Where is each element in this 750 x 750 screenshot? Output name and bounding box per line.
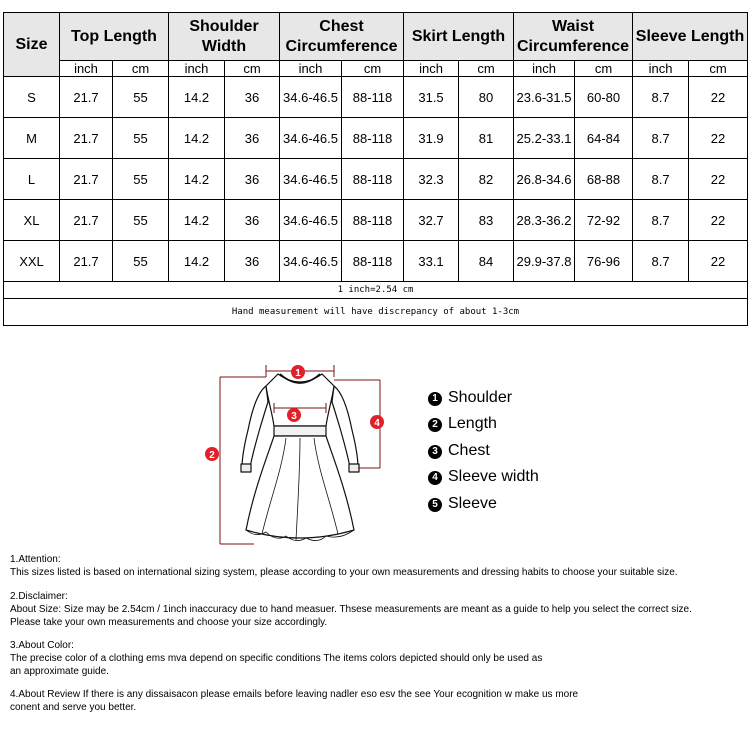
value-cell: 22 [689,241,748,282]
unit-label: inch [514,61,575,77]
value-cell: 8.7 [633,241,689,282]
marker-2-label: 2 [209,450,215,461]
header-waist-circumference: Waist Circumference [514,13,633,61]
value-cell: 23.6-31.5 [514,77,575,118]
value-cell: 31.5 [404,77,459,118]
value-cell: 82 [459,159,514,200]
value-cell: 88-118 [342,118,404,159]
note-title: 2.Disclaimer: [10,591,68,602]
value-cell: 34.6-46.5 [280,118,342,159]
value-cell: 34.6-46.5 [280,241,342,282]
value-cell: 22 [689,118,748,159]
legend-item [428,467,539,493]
header-top-length: Top Length [60,13,169,61]
value-cell: 21.7 [60,159,113,200]
table-row [4,77,748,118]
note-line: conent and serve you better. [10,702,137,713]
value-cell: 14.2 [169,77,225,118]
header-sleeve-length: Sleeve Length [633,13,748,61]
value-cell: 81 [459,118,514,159]
value-cell: 55 [113,118,169,159]
marker-3-label: 3 [291,411,297,422]
unit-label: cm [575,61,633,77]
legend-label: Sleeve width [448,468,539,486]
unit-label: inch [60,61,113,77]
value-cell: 21.7 [60,118,113,159]
table-row [4,241,748,282]
value-cell: 80 [459,77,514,118]
size-cell: M [4,118,60,159]
size-rows [4,77,748,282]
size-cell: XL [4,200,60,241]
legend-item [428,414,539,440]
legend-number-badge: 3 [428,445,442,459]
value-cell: 76-96 [575,241,633,282]
dress-measurement-diagram [200,350,400,550]
value-cell: 32.7 [404,200,459,241]
size-chart-table [3,12,748,326]
note-line: About Size: Size may be 2.54cm / 1inch inaccuracy due to hand measuer. Thsese measurements are meant as a guide to help you select the correct size. [10,604,692,615]
legend-label: Shoulder [448,389,513,406]
value-cell: 14.2 [169,118,225,159]
header-row [4,13,748,61]
value-cell: 29.9-37.8 [514,241,575,282]
header-skirt-length: Skirt Length [404,13,514,61]
value-cell: 88-118 [342,241,404,282]
marker-1-label: 1 [295,368,301,379]
dress-illustration [241,374,359,541]
value-cell: 34.6-46.5 [280,77,342,118]
value-cell: 64-84 [575,118,633,159]
legend-item [428,441,539,467]
value-cell: 88-118 [342,200,404,241]
unit-label: cm [113,61,169,77]
note-line: This sizes listed is based on international sizing system, please according to your own measurements and dressing habits to choose your suitable size. [10,567,678,578]
marker-2 [205,447,219,461]
note-line: The precise color of a clothing ems mva depend on specific conditions The items colors depicted should only be used as [10,653,543,664]
unit-label: inch [633,61,689,77]
legend-number-badge: 5 [428,498,442,512]
measure-note: Hand measurement will have discrepancy of about 1-3cm [4,299,748,326]
value-cell: 22 [689,200,748,241]
legend-item [428,388,539,414]
table-row [4,118,748,159]
value-cell: 55 [113,200,169,241]
legend-number-badge: 2 [428,418,442,432]
conversion-note: 1 inch=2.54 cm [4,282,748,299]
value-cell: 36 [225,241,280,282]
value-cell: 60-80 [575,77,633,118]
marker-4-label: 4 [374,418,380,429]
value-cell: 34.6-46.5 [280,159,342,200]
header-shoulder-width: Shoulder Width [169,13,280,61]
value-cell: 88-118 [342,159,404,200]
note-title: 3.About Color: [10,640,74,651]
value-cell: 26.8-34.6 [514,159,575,200]
note-line: Please take your own measurements and choose your size accordingly. [10,617,328,628]
value-cell: 55 [113,241,169,282]
note-attention [10,553,746,579]
note-line: 4.About Review If there is any dissaisacon please emails before leaving nadler eso esv the see Your ecognition w make us more [10,689,579,700]
note-disclaimer [10,590,746,629]
value-cell: 8.7 [633,77,689,118]
conversion-row [4,282,748,299]
value-cell: 84 [459,241,514,282]
value-cell: 34.6-46.5 [280,200,342,241]
legend-label: Chest [448,441,490,459]
value-cell: 14.2 [169,200,225,241]
marker-3 [287,408,301,422]
value-cell: 55 [113,77,169,118]
size-cell: XXL [4,241,60,282]
table-row [4,159,748,200]
value-cell: 28.3-36.2 [514,200,575,241]
marker-1 [291,365,305,379]
value-cell: 72-92 [575,200,633,241]
unit-row [4,61,748,77]
legend-item [428,494,539,520]
value-cell: 36 [225,118,280,159]
value-cell: 8.7 [633,118,689,159]
note-color [10,639,746,678]
measure-note-row [4,299,748,326]
value-cell: 36 [225,200,280,241]
legend-label: Length [448,415,497,433]
note-line: an approximate guide. [10,666,109,677]
value-cell: 31.9 [404,118,459,159]
legend-number-badge: 1 [428,392,442,406]
header-chest-circumference: Chest Circumference [280,13,404,61]
marker-4 [370,415,384,429]
value-cell: 14.2 [169,241,225,282]
size-cell: S [4,77,60,118]
header-size: Size [4,13,60,77]
value-cell: 14.2 [169,159,225,200]
unit-label: cm [689,61,748,77]
notes-section [10,553,746,724]
value-cell: 21.7 [60,77,113,118]
unit-label: cm [459,61,514,77]
value-cell: 33.1 [404,241,459,282]
unit-label: inch [169,61,225,77]
value-cell: 32.3 [404,159,459,200]
value-cell: 21.7 [60,241,113,282]
unit-label: inch [404,61,459,77]
unit-label: inch [280,61,342,77]
value-cell: 22 [689,77,748,118]
value-cell: 8.7 [633,200,689,241]
value-cell: 21.7 [60,200,113,241]
value-cell: 8.7 [633,159,689,200]
value-cell: 83 [459,200,514,241]
value-cell: 68-88 [575,159,633,200]
value-cell: 22 [689,159,748,200]
value-cell: 88-118 [342,77,404,118]
unit-label: cm [225,61,280,77]
table-row [4,200,748,241]
note-review [10,688,746,714]
measurement-legend [428,388,539,520]
size-cell: L [4,159,60,200]
value-cell: 36 [225,77,280,118]
value-cell: 36 [225,159,280,200]
legend-label: Sleeve [448,494,497,512]
value-cell: 25.2-33.1 [514,118,575,159]
value-cell: 55 [113,159,169,200]
legend-number-badge: 4 [428,471,442,485]
note-title: 1.Attention: [10,554,61,565]
unit-label: cm [342,61,404,77]
